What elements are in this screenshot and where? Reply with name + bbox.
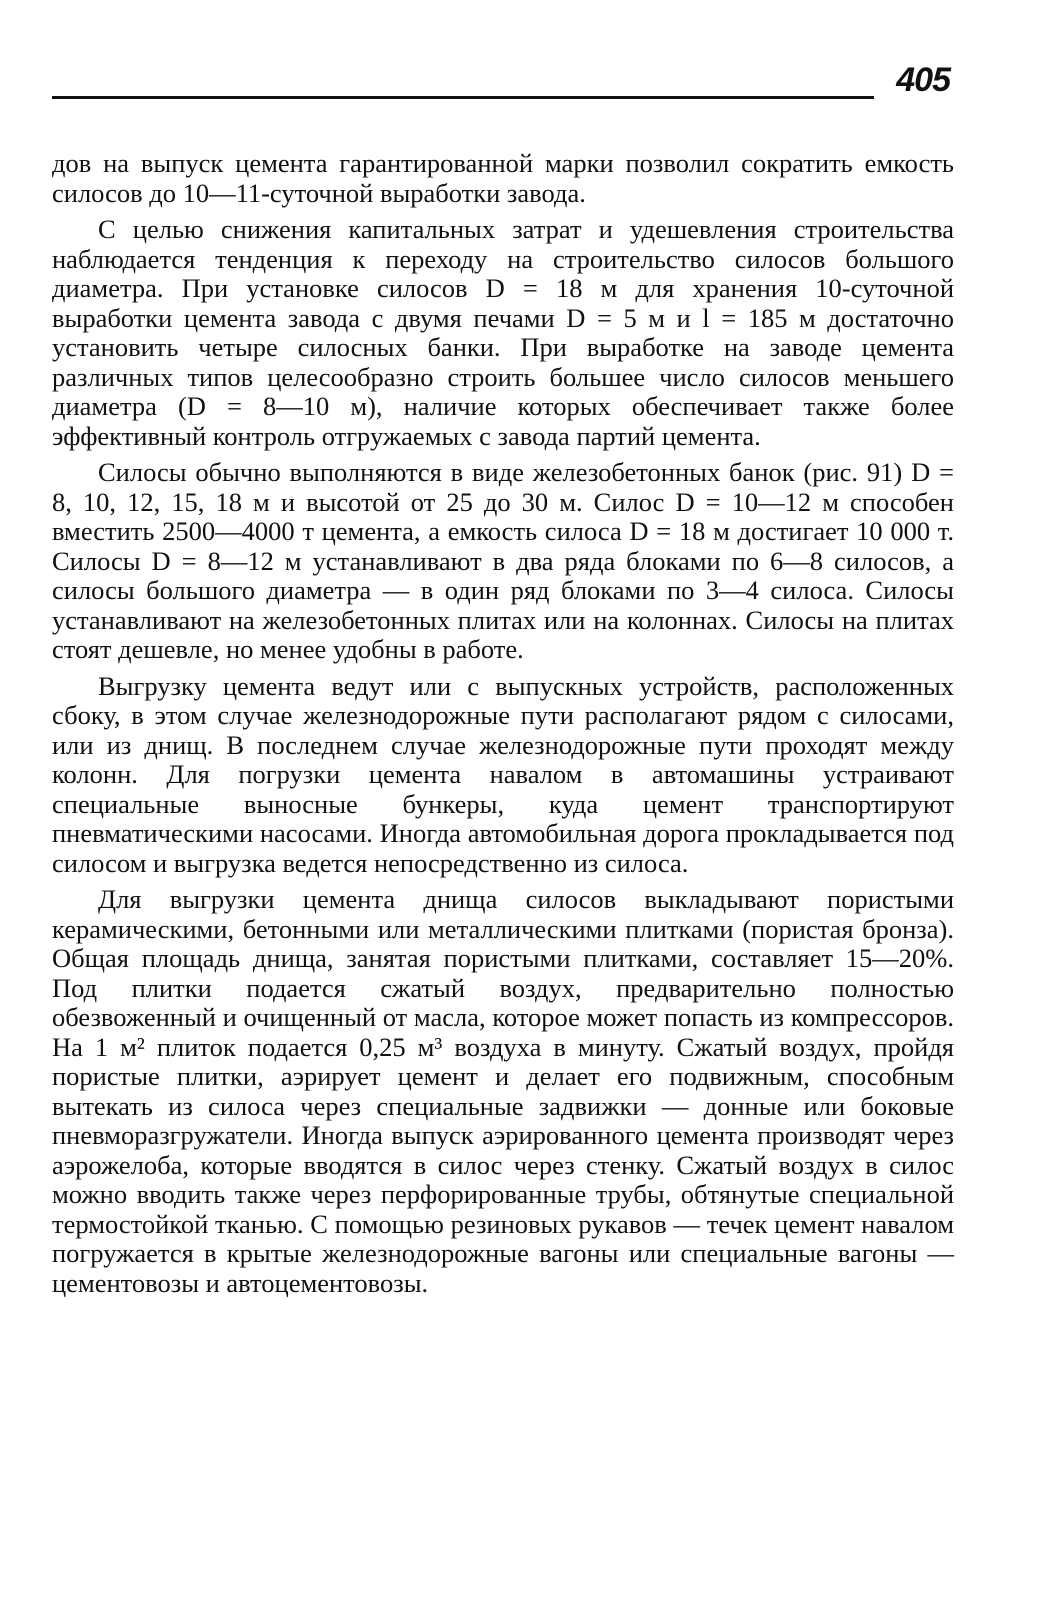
paragraph-5: Для выгрузки цемента днища силосов выкладывают пористыми керамическими, бетонными или металлическими плитками (пористая бронза). Общая площадь днища, занятая пористыми плитками, составляет 15—20%. Под плитки подается сжатый воздух, предварительно полностью обезвоженный и очищенный от масла, которое может попасть из компрессоров. На 1 м² плиток подается 0,25 м³ воздуха в минуту. Сжатый воздух, пройдя пористые плитки, аэрирует цемент и делает его подвижным, способным вытекать из силоса через специальные задвижки — донные или боковые пневморазгружатели. Иногда выпуск аэрированного цемента производят через аэрожелоба, которые вводятся в силос через стенку. Сжатый воздух в силос можно вводить также через перфорированные трубы, обтянутые специальной термостойкой тканью. С помощью резиновых рукавов — течек цемент навалом погружается в крытые железнодорожные вагоны или специальные вагоны — цементовозы и автоцементовозы.: [52, 884, 954, 1298]
header-rule: [52, 96, 874, 99]
page-header: [52, 58, 952, 106]
paragraph-1: дов на выпуск цемента гарантированной марки позволил сократить емкость силосов до 10—11-суточной выработки завода.: [52, 148, 954, 208]
page-number: 405: [896, 61, 950, 99]
paragraph-3: Силосы обычно выполняются в виде железобетонных банок (рис. 91) D = 8, 10, 12, 15, 18 м и высотой от 25 до 30 м. Силос D = 10—12 м способен вместить 2500—4000 т цемента, а емкость силоса D = 18 м достигает 10 000 т. Силосы D = 8—12 м устанавливают в два ряда блоками по 6—8 силосов, а силосы большого диаметра — в один ряд блоками по 3—4 силоса. Силосы устанавливают на железобетонных плитах или на колоннах. Силосы на плитах стоят дешевле, но менее удобны в работе.: [52, 457, 954, 664]
paragraph-2: С целью снижения капитальных затрат и удешевления строительства наблюдается тенденция к переходу на строительство силосов большого диаметра. При установке силосов D = 18 м для хранения 10-суточной выработки цемента завода с двумя печами D = 5 м и l = 185 м достаточно установить четыре силосных банки. При выработке на заводе цемента различных типов целесообразно строить большее число силосов меньшего диаметра (D = 8—10 м), наличие которых обеспечивает также более эффективный контроль отгружаемых с завода партий цемента.: [52, 214, 954, 451]
paragraph-4: Выгрузку цемента ведут или с выпускных устройств, расположенных сбоку, в этом случае железнодорожные пути располагают рядом с силосами, или из днищ. В последнем случае железнодорожные пути проходят между колонн. Для погрузки цемента навалом в автомашины устраивают специальные выносные бункеры, куда цемент транспортируют пневматическими насосами. Иногда автомобильная дорога прокладывается под силосом и выгрузка ведется непосредственно из силоса.: [52, 670, 954, 878]
body-text: [52, 149, 954, 1305]
